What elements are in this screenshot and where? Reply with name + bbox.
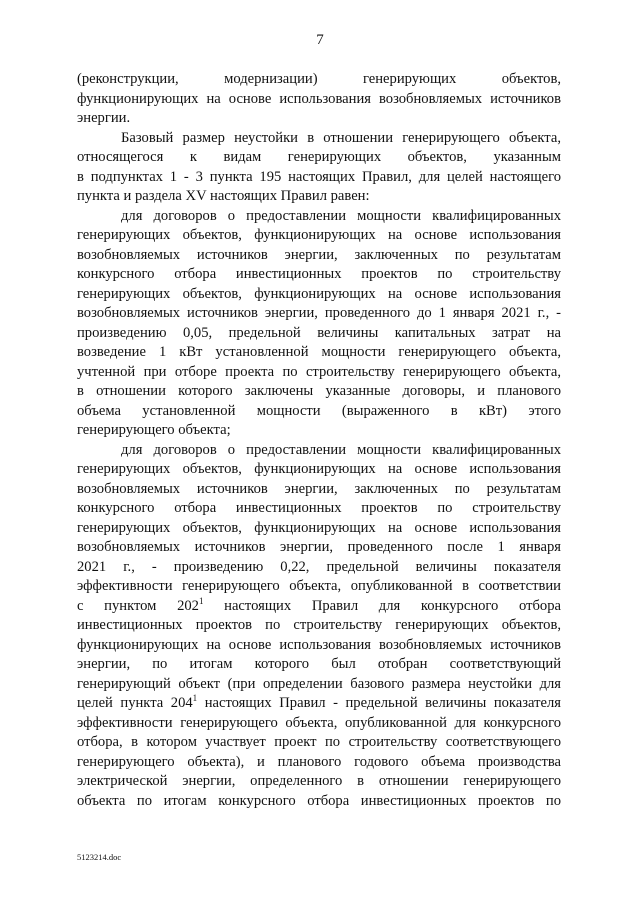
text-line: возведение 1 кВт установленной мощности генерирующего объекта, <box>77 344 561 360</box>
text-line: генерирующих объектов, функционирующих на основе использования <box>77 285 561 302</box>
text-line: для договоров о предоставлении мощности квалифицированных <box>121 441 561 458</box>
text-line: отбора, в котором участвует проект по строительству соответствующего <box>77 734 561 750</box>
text-line: относящегося к видам генерирующих объектов, указанным <box>77 149 561 165</box>
paragraph <box>77 207 561 441</box>
text-line: в подпунктах 1 - 3 пункта 195 настоящих Правил, для целей настоящего <box>77 168 561 185</box>
text-line: (реконструкции, модернизации) генерирующих объектов, <box>77 71 561 87</box>
paragraph <box>77 129 561 207</box>
text-line: Базовый размер неустойки в отношении генерирующего объекта, <box>121 129 561 146</box>
text-line: объекта по итогам конкурсного отбора инвестиционных проектов по <box>77 792 561 809</box>
text-line: возобновляемых источников энергии, проведенного до 1 января 2021 г., - <box>77 305 561 321</box>
text-line: конкурсного отбора инвестиционных проектов по строительству <box>77 500 561 516</box>
text-line: целей пункта $204^1$ настоящих Правил - предельной величины показателя <box>77 693 561 711</box>
text-line: генерирующий объект (при определении базового размера неустойки для <box>77 675 561 692</box>
text-line: возобновляемых источников энергии, заключенных по результатам <box>77 246 561 263</box>
text-line: функционирующих на основе использования возобновляемых источников <box>77 636 561 653</box>
text-line: электрической энергии, определенного в отношении генерирующего <box>77 773 561 789</box>
text-line: 2021 г., - произведению 0,22, предельной величины показателя <box>77 558 561 575</box>
text-line: генерирующих объектов, функционирующих на основе использования <box>77 519 561 536</box>
text-line: энергии. <box>77 110 131 126</box>
text-line: возобновляемых источников энергии, проведенного после 1 января <box>77 539 561 555</box>
text-line: эффективности генерирующего объекта, опубликованной для конкурсного <box>77 714 561 731</box>
document-body <box>77 70 561 811</box>
text-line: для договоров о предоставлении мощности квалифицированных <box>121 207 561 224</box>
text-line: генерирующего объекта; <box>77 422 231 438</box>
text-line: эффективности генерирующего объекта, опубликованной в соответствии <box>77 578 561 594</box>
text-line: генерирующих объектов, функционирующих на основе использования <box>77 461 561 477</box>
text-line: возобновляемых источников энергии, заключенных по результатам <box>77 480 561 497</box>
text-line: конкурсного отбора инвестиционных проектов по строительству <box>77 266 561 282</box>
text-line: объема установленной мощности (выраженного в кВт) этого <box>77 402 561 419</box>
text-line: произведению 0,05, предельной величины капитальных затрат на <box>77 324 561 341</box>
text-line: пункта и раздела XV настоящих Правил равен: <box>77 188 370 204</box>
page-number: 7 <box>316 32 324 48</box>
file-name-footer: 5123214.doc <box>77 852 122 862</box>
text-line: инвестиционных проектов по строительству генерирующих объектов, <box>77 617 561 633</box>
text-line: генерирующего объекта), и планового годового объема производства <box>77 753 561 770</box>
text-line: генерирующих объектов, функционирующих на основе использования <box>77 227 561 243</box>
text-line: энергии, по итогам которого был отобран соответствующий <box>77 656 561 672</box>
text-line: учтенной при отборе проекта по строительству генерирующего объекта, <box>77 363 561 380</box>
text-line: с пунктом $202^1$ настоящих Правил для конкурсного отбора <box>77 595 561 614</box>
text-line: в отношении которого заключены указанные договоры, и планового <box>77 383 561 399</box>
paragraph <box>77 441 561 812</box>
text-line: функционирующих на основе использования возобновляемых источников <box>77 90 561 107</box>
paragraph <box>77 70 561 129</box>
